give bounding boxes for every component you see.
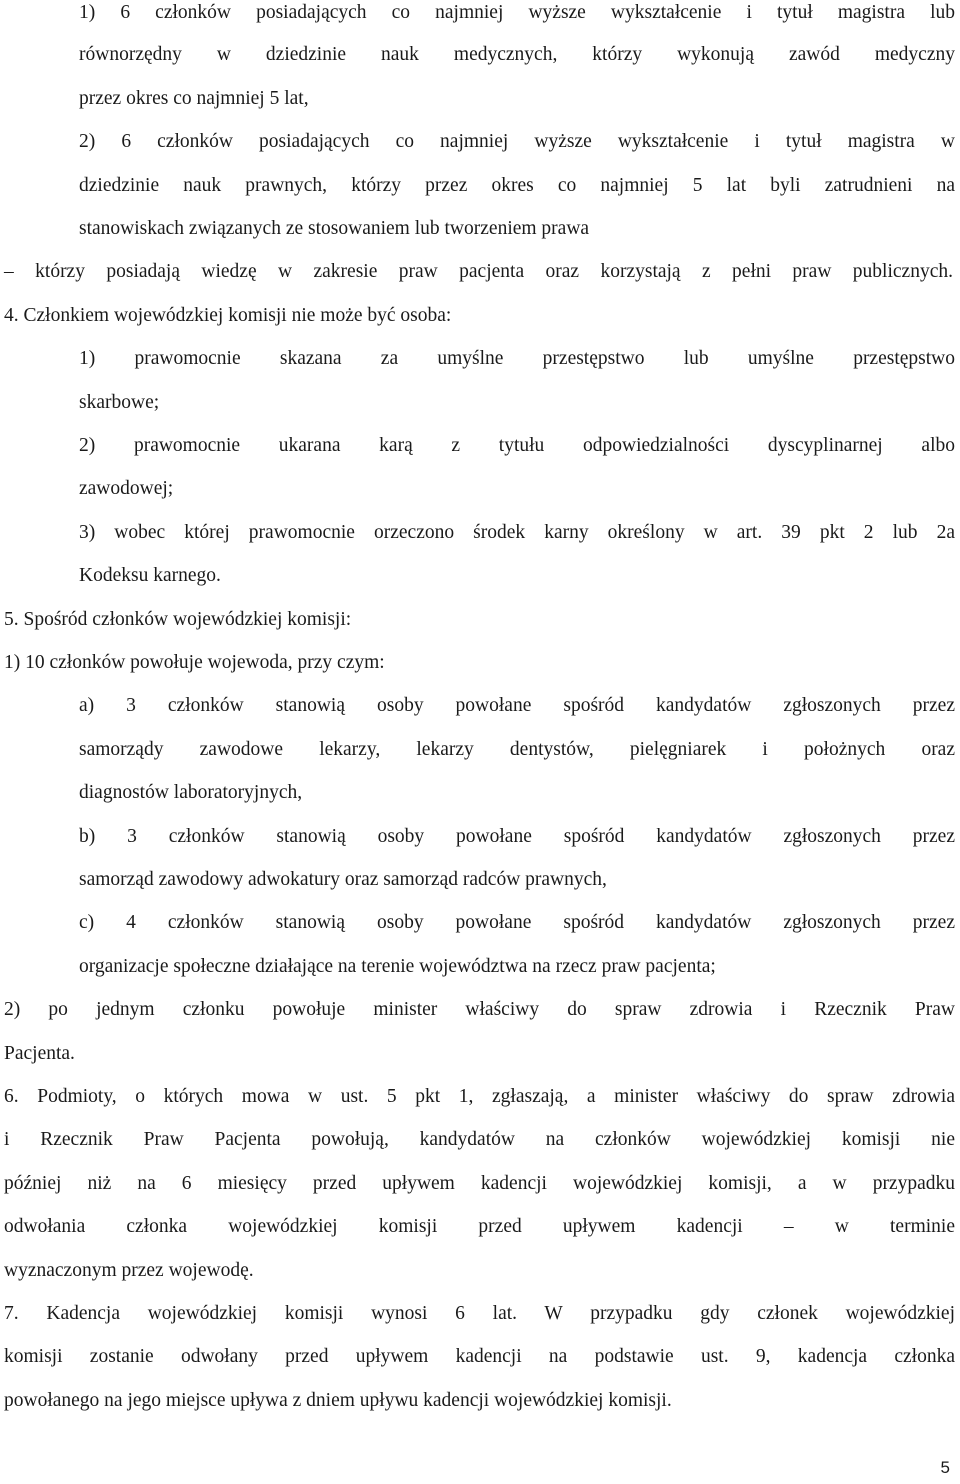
- text-line: 1) prawomocnie skazana za umyślne przestępstwo lub umyślne przestępstwo: [79, 348, 955, 369]
- text-line: odwołania członka wojewódzkiej komisji przed upływem kadencji – w terminie: [4, 1216, 955, 1237]
- text-line: 4. Członkiem wojewódzkiej komisji nie może być osoba:: [4, 305, 452, 326]
- text-line: 6. Podmioty, o których mowa w ust. 5 pkt 1, zgłaszają, a minister właściwy do spraw zdrowia: [4, 1086, 955, 1107]
- text-line: 1) 10 członków powołuje wojewoda, przy czym:: [4, 652, 385, 673]
- text-line: 1) 6 członków posiadających co najmniej wyższe wykształcenie i tytuł magistra lub: [79, 2, 955, 23]
- text-line: 2) prawomocnie ukarana karą z tytułu odpowiedzialności dyscyplinarnej albo: [79, 435, 955, 456]
- text-line: 2) 6 członków posiadających co najmniej wyższe wykształcenie i tytuł magistra w: [79, 131, 955, 152]
- text-line: i Rzecznik Praw Pacjenta powołują, kandydatów na członków wojewódzkiej komisji nie: [4, 1129, 955, 1150]
- text-line: organizacje społeczne działające na terenie województwa na rzecz praw pacjenta;: [79, 956, 716, 977]
- text-line: skarbowe;: [79, 392, 160, 413]
- text-line: c) 4 członków stanowią osoby powołane spośród kandydatów zgłoszonych przez: [79, 912, 955, 933]
- text-line: – którzy posiadają wiedzę w zakresie praw pacjenta oraz korzystają z pełni praw publicznych.: [4, 261, 953, 282]
- text-line: Pacjenta.: [4, 1043, 75, 1064]
- text-line: zawodowej;: [79, 478, 174, 499]
- text-line: b) 3 członków stanowią osoby powołane spośród kandydatów zgłoszonych przez: [79, 826, 955, 847]
- text-line: diagnostów laboratoryjnych,: [79, 782, 303, 803]
- text-line: wyznaczonym przez wojewodę.: [4, 1260, 254, 1281]
- text-line: później niż na 6 miesięcy przed upływem kadencji wojewódzkiej komisji, a w przypadku: [4, 1173, 955, 1194]
- text-line: komisji zostanie odwołany przed upływem kadencji na podstawie ust. 9, kadencja członka: [4, 1346, 955, 1367]
- text-line: dziedzinie nauk prawnych, którzy przez okres co najmniej 5 lat byli zatrudnieni na: [79, 175, 955, 196]
- text-line: stanowiskach związanych ze stosowaniem lub tworzeniem prawa: [79, 218, 590, 239]
- text-line: 5. Spośród członków wojewódzkiej komisji:: [4, 609, 352, 630]
- text-line: powołanego na jego miejsce upływa z dniem upływu kadencji wojewódzkiej komisji.: [4, 1390, 672, 1411]
- text-line: przez okres co najmniej 5 lat,: [79, 88, 309, 109]
- text-line: 3) wobec której prawomocnie orzeczono środek karny określony w art. 39 pkt 2 lub 2a: [79, 522, 955, 543]
- page-number: 5: [940, 1458, 950, 1477]
- text-line: samorząd zawodowy adwokatury oraz samorząd radców prawnych,: [79, 869, 607, 890]
- text-line: równorzędny w dziedzinie nauk medycznych, którzy wykonują zawód medyczny: [79, 44, 955, 65]
- text-line: 2) po jednym członku powołuje minister właściwy do spraw zdrowia i Rzecznik Praw: [4, 999, 955, 1020]
- text-line: 7. Kadencja wojewódzkiej komisji wynosi 6 lat. W przypadku gdy członek wojewódzkiej: [4, 1303, 955, 1324]
- text-line: a) 3 członków stanowią osoby powołane spośród kandydatów zgłoszonych przez: [79, 695, 955, 716]
- text-line: samorządy zawodowe lekarzy, lekarzy dentystów, pielęgniarek i położnych oraz: [79, 739, 955, 760]
- text-line: Kodeksu karnego.: [79, 565, 221, 586]
